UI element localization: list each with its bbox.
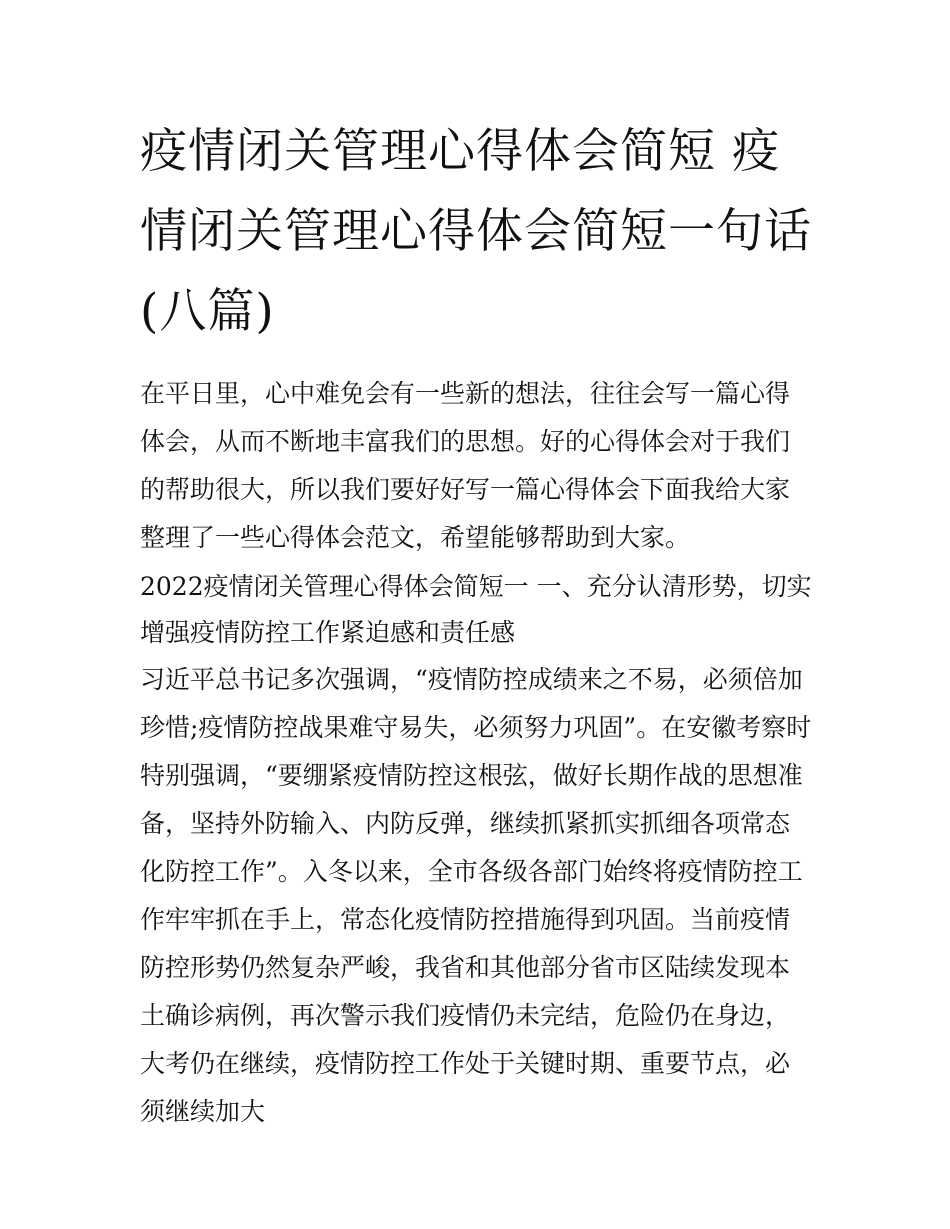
document-title: 疫情闭关管理心得体会简短 疫情闭关管理心得体会简短一句话(八篇) [140, 124, 812, 339]
body-paragraph: 习近平总书记多次强调，“疫情防控成绩来之不易，必须倍加珍惜;疫情防控战果难守易失，必须努力巩固”。在安徽考察时特别强调，“要绷紧疫情防控这根弦，做好长期作战的思想准备，坚持外防输入、内防反弹，继续抓紧抓实抓细各项常态化防控工作”。入冬以来，全市各级各部门始终将疫情防控工作牢牢抓在手上，常态化疫情防控措施得到巩固。当前疫情防控形势仍然复杂严峻，我省和其他部分省市区陆续发现本土确诊病例，再次警示我们疫情仍未完结，危险仍在身边，大考仍在继续，疫情防控工作处于关键时期、重要节点，必须继续加大 [140, 665, 812, 1126]
document-page [140, 112, 812, 1136]
intro-paragraph: 在平日里，心中难免会有一些新的想法，往往会写一篇心得体会，从而不断地丰富我们的思想。好的心得体会对于我们的帮助很大，所以我们要好好写一篇心得体会下面我给大家整理了一些心得体会范文，希望能够帮助到大家。 [140, 379, 791, 552]
section-heading-paragraph: 2022疫情闭关管理心得体会简短一 一、充分认清形势，切实增强疫情防控工作紧迫感和责任感 [140, 572, 812, 647]
